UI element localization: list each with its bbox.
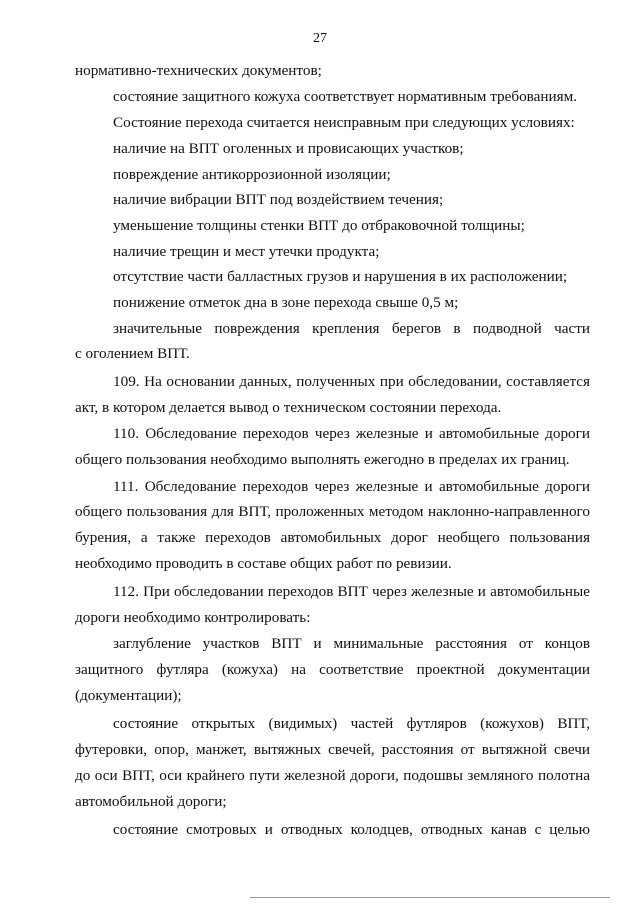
text-line: 110. Обследование переходов через железные и автомобильные дороги xyxy=(113,425,590,442)
text-line: бурения, а также переходов автомобильных дорог необщего пользования xyxy=(75,529,590,546)
text-line: (документации); xyxy=(75,687,182,704)
text-line: автомобильной дороги; xyxy=(75,793,227,810)
text-line: состояние открытых (видимых) частей футляров (кожухов) ВПТ, xyxy=(113,715,590,732)
text-line: наличие трещин и мест утечки продукта; xyxy=(113,243,380,260)
text-line: нормативно-технических документов; xyxy=(75,62,322,79)
text-line: общего пользования необходимо выполнять ежегодно в пределах их границ. xyxy=(75,451,570,468)
text-line: состояние смотровых и отводных колодцев, отводных канав с целью xyxy=(113,821,590,838)
text-line: заглубление участков ВПТ и минимальные расстояния от концов xyxy=(113,635,590,652)
text-line: наличие вибрации ВПТ под воздействием течения; xyxy=(113,191,444,208)
text-line: понижение отметок дна в зоне перехода свыше 0,5 м; xyxy=(113,294,459,311)
text-line: 109. На основании данных, полученных при обследовании, составляется xyxy=(113,373,590,390)
text-line: наличие на ВПТ оголенных и провисающих участков; xyxy=(113,140,464,157)
text-line: 111. Обследование переходов через железные и автомобильные дороги xyxy=(113,478,590,495)
text-line: уменьшение толщины стенки ВПТ до отбраковочной толщины; xyxy=(113,217,525,234)
text-line: с оголением ВПТ. xyxy=(75,345,190,362)
text-line: до оси ВПТ, оси крайнего пути железной дороги, подошвы земляного полотна xyxy=(75,767,590,784)
text-line: необходимо проводить в составе общих работ по ревизии. xyxy=(75,555,452,572)
text-line: отсутствие части балластных грузов и нарушения в их расположении; xyxy=(113,268,568,285)
text-line: акт, в котором делается вывод о техническом состоянии перехода. xyxy=(75,399,502,416)
text-line: состояние защитного кожуха соответствует нормативным требованиям. xyxy=(113,88,578,105)
text-line: 112. При обследовании переходов ВПТ через железные и автомобильные xyxy=(113,583,590,600)
text-line: общего пользования для ВПТ, проложенных методом наклонно-направленного xyxy=(75,503,590,520)
scan-edge-line xyxy=(250,897,610,898)
text-line: повреждение антикоррозионной изоляции; xyxy=(113,166,391,183)
text-line: защитного футляра (кожуха) на соответствие проектной документации xyxy=(75,661,590,678)
text-line: значительные повреждения крепления берегов в подводной части xyxy=(113,320,590,337)
text-line: дороги необходимо контролировать: xyxy=(75,609,311,626)
page-number: 27 xyxy=(313,31,327,46)
text-line: футеровки, опор, манжет, вытяжных свечей, расстояния от вытяжной свечи xyxy=(75,741,590,758)
text-line: Состояние перехода считается неисправным при следующих условиях: xyxy=(113,114,575,131)
